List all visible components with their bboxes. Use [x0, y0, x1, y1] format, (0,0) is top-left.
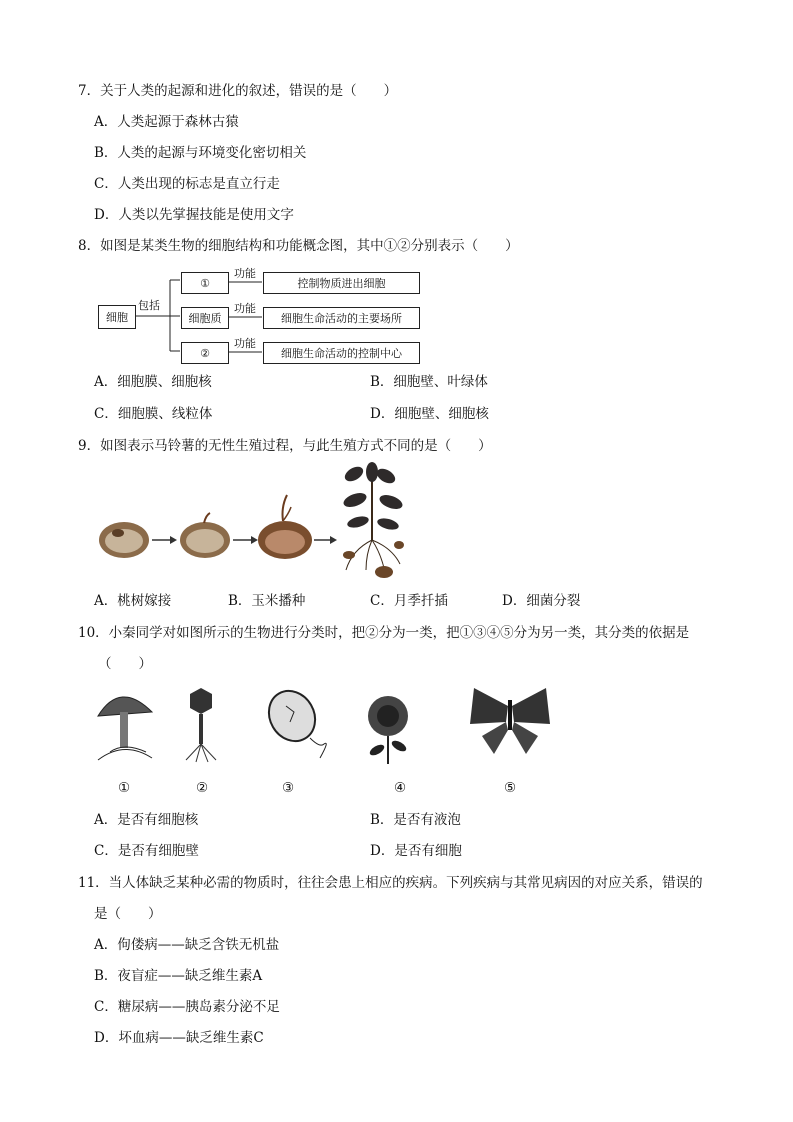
q11-option-c: C．糖尿病——胰岛素分泌不足	[94, 999, 280, 1015]
q8-function-label-2: 功能	[234, 302, 256, 315]
q8-option-b: B．细胞壁、叶绿体	[370, 374, 488, 390]
q8-function-label-1: 功能	[234, 267, 256, 280]
q11-option-b: B．夜盲症——缺乏维生素A	[94, 968, 263, 984]
q8-part3-box: ②	[181, 342, 229, 364]
q9-option-a: A．桃树嫁接	[94, 593, 172, 609]
q7-option-a: A．人类起源于森林古猿	[94, 114, 239, 130]
q10-option-c: C．是否有细胞壁	[94, 843, 199, 859]
butterfly-icon	[470, 688, 550, 754]
q8-stem: 8．如图是某类生物的细胞结构和功能概念图，其中①②分别表示（ ）	[78, 238, 519, 254]
q10-stem-continuation: （ ）	[98, 656, 152, 672]
q7-option-b: B．人类的起源与环境变化密切相关	[94, 145, 307, 161]
q7-option-d: D．人类以先掌握技能是使用文字	[94, 207, 294, 223]
q8-function3-box: 细胞生命活动的控制中心	[263, 342, 420, 364]
q11-option-d: D．坏血病——缺乏维生素C	[94, 1030, 264, 1046]
organism-label-1: ①	[118, 780, 131, 796]
q8-function-label-3: 功能	[234, 337, 256, 350]
organism-label-2: ②	[196, 780, 209, 796]
q8-part2-box: 细胞质	[181, 307, 229, 329]
bacteriophage-icon	[186, 688, 216, 762]
q10-stem: 10．小秦同学对如图所示的生物进行分类时，把②分为一类，把①③④⑤分为另一类，其分类的依据是	[78, 625, 690, 641]
q9-option-b: B．玉米播种	[228, 593, 306, 609]
q8-function1-box: 控制物质进出细胞	[263, 272, 420, 294]
q8-option-c: C．细胞膜、线粒体	[94, 406, 213, 422]
organism-label-3: ③	[282, 780, 295, 796]
q8-option-a: A．细胞膜、细胞核	[94, 374, 212, 390]
q9-stem: 9．如图表示马铃薯的无性生殖过程，与此生殖方式不同的是（ ）	[78, 438, 492, 454]
q10-option-d: D．是否有细胞	[370, 843, 462, 859]
q8-part1-box: ①	[181, 272, 229, 294]
q11-stem-continuation: 是（ ）	[94, 906, 162, 922]
q8-function2-box: 细胞生命活动的主要场所	[263, 307, 420, 329]
q7-option-c: C．人类出现的标志是直立行走	[94, 176, 280, 192]
q9-option-d: D．细菌分裂	[502, 593, 581, 609]
q8-option-d: D．细胞壁、细胞核	[370, 406, 489, 422]
organism-label-5: ⑤	[504, 780, 517, 796]
organism-label-4: ④	[394, 780, 407, 796]
q9-option-c: C．月季扦插	[370, 593, 448, 609]
q11-option-a: A．佝偻病——缺乏含铁无机盐	[94, 937, 280, 953]
sunflower-icon	[368, 696, 408, 764]
mushroom-icon	[98, 697, 152, 760]
q10-option-b: B．是否有液泡	[370, 812, 461, 828]
q8-includes-label: 包括	[138, 299, 160, 312]
q7-stem: 7．关于人类的起源和进化的叙述，错误的是（ ）	[78, 83, 398, 99]
bacterium-icon	[260, 682, 326, 758]
q10-option-a: A．是否有细胞核	[94, 812, 199, 828]
q11-stem: 11．当人体缺乏某种必需的物质时，往往会患上相应的疾病。下列疾病与其常见病因的对应关系，错误的	[78, 875, 703, 891]
q8-cell-box: 细胞	[98, 305, 136, 329]
